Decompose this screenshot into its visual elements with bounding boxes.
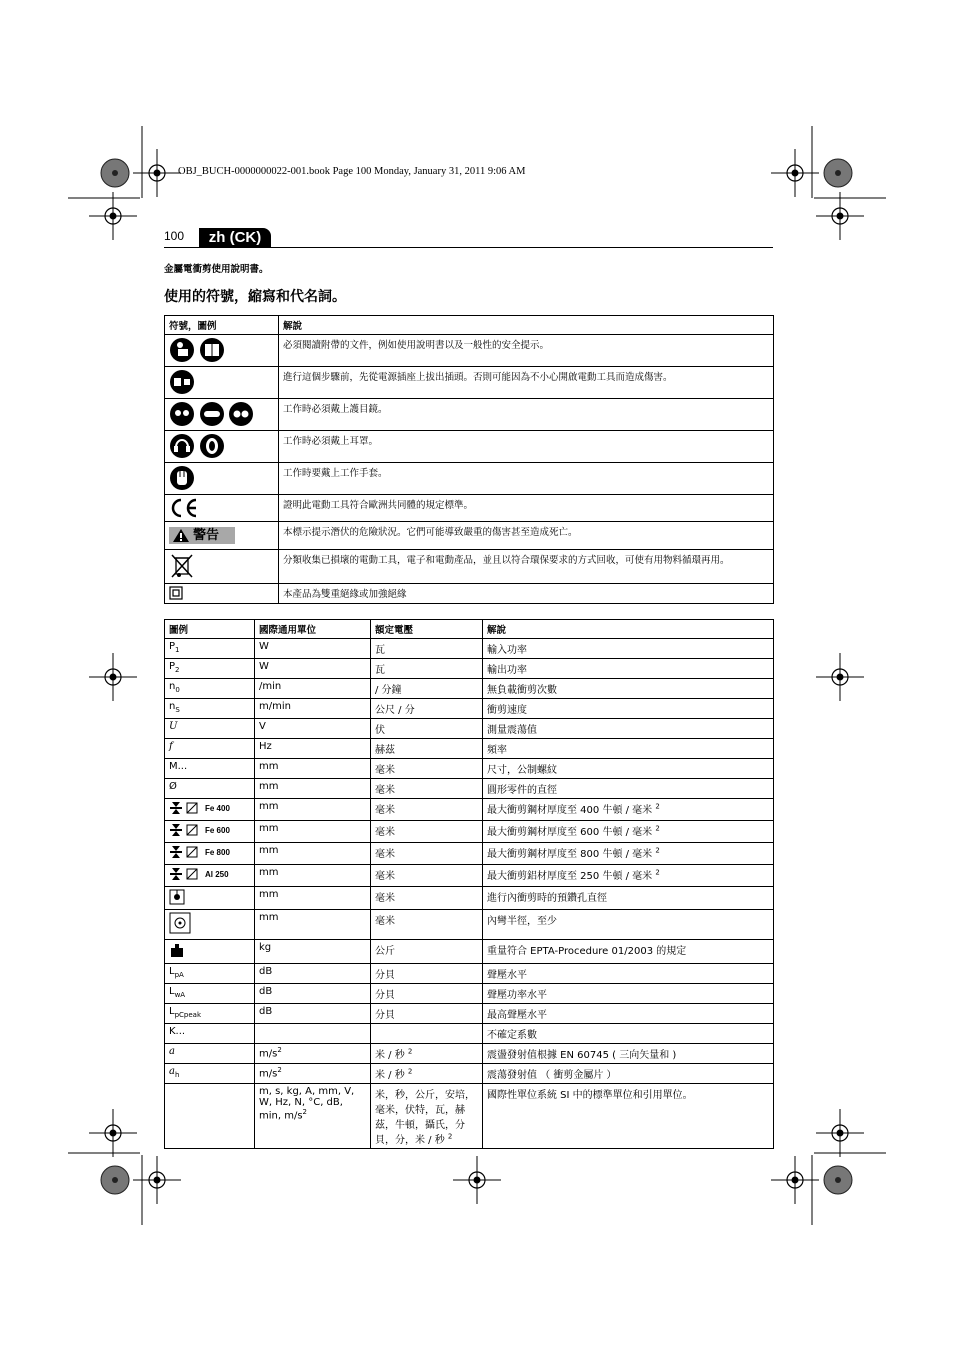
local-unit-text: 伏	[375, 725, 385, 736]
symbol-cell	[165, 1024, 255, 1044]
table-row	[165, 584, 774, 604]
local-unit-text: 毫米	[375, 916, 395, 927]
local-unit-cell	[371, 719, 483, 739]
unit-text: /min	[259, 681, 282, 692]
local-unit-text: 米，秒，公斤，安培，毫米，伏特，瓦，赫茲，牛頓，攝氏，分貝，分，米 / 秒	[375, 1090, 475, 1146]
description-cell	[483, 1004, 774, 1024]
unit-text: dB	[259, 966, 273, 977]
description-superscript: 2	[655, 824, 660, 833]
description-cell: 工作時要戴上工作手套。	[279, 463, 774, 495]
description-cell	[483, 719, 774, 739]
symbol-cell	[165, 335, 279, 367]
description-cell	[483, 821, 774, 843]
language-badge: zh (CK)	[199, 228, 271, 247]
description-text: 震盪發射值根據 EN 60745 ( 三向矢量和 )	[487, 1050, 677, 1061]
table-row	[165, 799, 774, 821]
symbol-cell	[165, 821, 255, 843]
symbol-text: P	[169, 641, 176, 652]
unit-cell	[255, 1004, 371, 1024]
symbol-text: L	[169, 1006, 175, 1017]
table-row	[165, 495, 774, 522]
unit-text: m/s	[259, 1048, 278, 1060]
unit-superscript: 2	[277, 1046, 282, 1054]
description-cell: 國際性單位系統 SI 中的標準單位和引用單位。	[483, 1084, 774, 1149]
table-row	[165, 1064, 774, 1084]
local-unit-text: 毫米	[375, 765, 395, 776]
symbol-text: n	[169, 681, 176, 692]
local-unit-text: / 分鐘	[375, 685, 402, 696]
unit-text: kg	[259, 942, 272, 953]
local-unit-superscript: 2	[447, 1132, 453, 1141]
description-cell	[483, 679, 774, 699]
unplug-icon	[169, 369, 197, 395]
unit-cell	[255, 1024, 371, 1044]
description-cell	[483, 1064, 774, 1084]
local-unit-cell	[371, 779, 483, 799]
description-cell	[483, 699, 774, 719]
warning-label: 警告	[193, 528, 220, 543]
local-unit-cell	[371, 759, 483, 779]
symbol-cell	[165, 1044, 255, 1064]
description-text: 最大衝剪鋼材厚度至 600 牛頓 / 毫米	[487, 827, 653, 838]
unit-cell	[255, 984, 371, 1004]
symbol-subscript: pA	[174, 971, 184, 979]
description-cell	[483, 799, 774, 821]
local-unit-cell	[371, 910, 483, 940]
description-text: 聲壓功率水平	[487, 990, 547, 1001]
description-text: 尺寸，公制螺紋	[487, 765, 557, 776]
local-unit-text: 公斤	[375, 946, 395, 957]
description-superscript: 2	[655, 846, 660, 855]
table-row	[165, 843, 774, 865]
section-title: 使用的符號，縮寫和代名詞。	[164, 289, 346, 305]
local-unit-text: 米 / 秒	[375, 1070, 405, 1081]
symbol-cell	[165, 431, 279, 463]
unit-cell	[255, 887, 371, 910]
local-unit-text: 毫米	[375, 893, 395, 904]
symbol-cell	[165, 550, 279, 584]
unit-cell	[255, 821, 371, 843]
symbol-cell	[165, 779, 255, 799]
unit-cell	[255, 739, 371, 759]
unit-cell	[255, 699, 371, 719]
symbol-text: P	[169, 661, 176, 672]
symbol-text: L	[169, 966, 175, 977]
description-cell	[483, 1044, 774, 1064]
local-unit-cell	[371, 639, 483, 659]
symbol-subscript: 2	[175, 666, 180, 674]
symbol-text: L	[169, 986, 175, 997]
table-row	[165, 1044, 774, 1064]
local-unit-cell	[371, 1064, 483, 1084]
table-row	[165, 1084, 774, 1149]
document-subtitle: 金屬電衝剪使用說明書。	[164, 264, 269, 275]
local-unit-cell	[371, 1084, 483, 1149]
table-row	[165, 431, 774, 463]
table-row	[165, 659, 774, 679]
unit-text: m/min	[259, 701, 291, 712]
description-text: 輸出功率	[487, 665, 527, 676]
table-row	[165, 367, 774, 399]
unit-cell	[255, 940, 371, 964]
table-row	[165, 1004, 774, 1024]
description-text: 內彎半徑，至少	[487, 916, 557, 927]
description-cell: 必須閱讀附帶的文件，例如使用說明書以及一般性的安全提示。	[279, 335, 774, 367]
description-cell	[483, 759, 774, 779]
description-cell	[483, 865, 774, 887]
table-row	[165, 759, 774, 779]
symbol-text: a	[169, 1066, 175, 1077]
units-table	[164, 619, 774, 1149]
local-unit-text: 瓦	[375, 665, 385, 676]
symbol-text: M...	[169, 761, 188, 772]
description-cell	[483, 984, 774, 1004]
table-row	[165, 821, 774, 843]
unit-text: dB	[259, 986, 273, 997]
table-row	[165, 865, 774, 887]
symbol-cell	[165, 1064, 255, 1084]
unit-text: mm	[259, 845, 279, 856]
table-row	[165, 964, 774, 984]
local-unit-cell	[371, 843, 483, 865]
table-row	[165, 699, 774, 719]
symbol-cell	[165, 940, 255, 964]
description-cell	[483, 843, 774, 865]
description-superscript: 2	[655, 802, 660, 811]
table-row	[165, 550, 774, 584]
table-row	[165, 1024, 774, 1044]
table-row	[165, 463, 774, 495]
header-rule	[164, 247, 773, 248]
table-row	[165, 739, 774, 759]
safety-goggles-icon	[169, 401, 253, 427]
local-unit-cell	[371, 887, 483, 910]
description-text: 最大衝剪鋼材厚度至 800 牛頓 / 毫米	[487, 849, 653, 860]
unit-text: mm	[259, 823, 279, 834]
table-header-row	[165, 316, 774, 335]
symbol-cell	[165, 910, 255, 940]
file-header: OBJ_BUCH-0000000022-001.book Page 100 Monday, January 31, 2011 9:06 AM	[178, 166, 526, 177]
symbol-cell	[165, 399, 279, 431]
unit-cell	[255, 799, 371, 821]
symbol-cell	[165, 679, 255, 699]
description-cell	[483, 659, 774, 679]
local-unit-text: 瓦	[375, 645, 385, 656]
table-header: 圖例	[165, 620, 255, 639]
symbol-cell	[165, 699, 255, 719]
symbol-cell	[165, 1084, 255, 1149]
description-text: 圓形零件的直徑	[487, 785, 557, 796]
material-grade: Fe 400	[205, 804, 230, 813]
unit-cell	[255, 759, 371, 779]
description-text: 頻率	[487, 745, 507, 756]
page-number: 100	[164, 229, 185, 243]
symbol-cell	[165, 799, 255, 821]
description-cell	[483, 639, 774, 659]
table-row	[165, 779, 774, 799]
description-text: 最大衝剪鋼材厚度至 400 牛頓 / 毫米	[487, 805, 653, 816]
unit-cell	[255, 779, 371, 799]
double-insulation-icon	[169, 586, 183, 600]
description-cell	[483, 910, 774, 940]
material-grade: Fe 600	[205, 826, 230, 835]
symbol-cell	[165, 495, 279, 522]
symbol-text: U	[169, 721, 178, 732]
unit-cell	[255, 719, 371, 739]
description-text: 最高聲壓水平	[487, 1010, 547, 1021]
symbol-cell	[165, 759, 255, 779]
unit-text: dB	[259, 1006, 273, 1017]
local-unit-cell	[371, 940, 483, 964]
predrill-hole-icon	[169, 889, 185, 905]
table-row	[165, 984, 774, 1004]
symbol-cell	[165, 865, 255, 887]
read-manual-icon	[169, 337, 225, 363]
bend-radius-icon	[169, 912, 191, 934]
symbol-subscript: wA	[174, 991, 186, 999]
local-unit-text: 公尺 / 分	[375, 705, 415, 716]
local-unit-cell	[371, 679, 483, 699]
symbol-cell	[165, 367, 279, 399]
table-row	[165, 679, 774, 699]
local-unit-text: 分貝	[375, 990, 395, 1001]
description-text: 無負載衝剪次數	[487, 685, 557, 696]
local-unit-cell	[371, 984, 483, 1004]
local-unit-cell	[371, 964, 483, 984]
warning-icon	[172, 527, 190, 544]
symbol-text: f	[169, 741, 173, 752]
description-text: 測量震蕩值	[487, 725, 537, 736]
unit-text: mm	[259, 761, 279, 772]
local-unit-cell	[371, 1004, 483, 1024]
local-unit-text: 毫米	[375, 805, 395, 816]
table-header: 國際通用單位	[255, 620, 371, 639]
unit-superscript: 2	[302, 1108, 308, 1116]
weight-icon	[169, 942, 185, 958]
description-cell: 分類收集已損壞的電動工具，電子和電動產品，並且以符合環保要求的方式回收，可使有用物料循環再用。	[279, 550, 774, 584]
unit-cell	[255, 910, 371, 940]
symbol-cell	[165, 984, 255, 1004]
symbol-subscript: 0	[175, 686, 180, 694]
unit-cell	[255, 865, 371, 887]
local-unit-text: 分貝	[375, 1010, 395, 1021]
table-row	[165, 940, 774, 964]
table-header: 解說	[483, 620, 774, 639]
description-cell	[483, 887, 774, 910]
description-cell: 本標示提示潛伏的危險狀況。它們可能導致嚴重的傷害甚至造成死亡。	[279, 522, 774, 550]
description-cell: 進行這個步驟前，先從電源插座上拔出插頭。否則可能因為不小心開啟電動工具而造成傷害。	[279, 367, 774, 399]
unit-cell	[255, 679, 371, 699]
table-row	[165, 639, 774, 659]
description-text: 不確定系數	[487, 1030, 537, 1041]
description-text: 輸入功率	[487, 645, 527, 656]
symbol-cell	[165, 887, 255, 910]
local-unit-cell	[371, 699, 483, 719]
ear-protection-icon	[169, 433, 225, 459]
description-cell: 證明此電動工具符合歐洲共同體的規定標準。	[279, 495, 774, 522]
symbol-cell	[165, 739, 255, 759]
symbol-text: n	[169, 701, 176, 712]
unit-superscript: 2	[277, 1066, 282, 1074]
description-cell	[483, 940, 774, 964]
description-text: 進行內衝剪時的預鑽孔直徑	[487, 893, 607, 904]
unit-text: mm	[259, 889, 279, 900]
symbol-subscript: h	[174, 1071, 180, 1079]
description-cell	[483, 1024, 774, 1044]
warning-badge	[169, 527, 235, 544]
description-cell: 工作時必須戴上耳罩。	[279, 431, 774, 463]
unit-cell	[255, 843, 371, 865]
description-text: 最大衝剪鋁材厚度至 250 牛頓 / 毫米	[487, 871, 653, 882]
table-row	[165, 522, 774, 550]
shear-thickness-icon	[169, 823, 203, 837]
unit-text: W	[259, 641, 269, 652]
shear-thickness-icon	[169, 845, 203, 859]
symbol-subscript: S	[175, 706, 180, 714]
unit-text: mm	[259, 781, 279, 792]
table-header-row	[165, 620, 774, 639]
table-row	[165, 887, 774, 910]
symbol-cell	[165, 639, 255, 659]
shear-thickness-icon	[169, 801, 203, 815]
symbol-cell	[165, 584, 279, 604]
description-cell	[483, 779, 774, 799]
local-unit-text: 毫米	[375, 785, 395, 796]
shear-thickness-icon	[169, 867, 203, 881]
symbol-cell	[165, 1004, 255, 1024]
local-unit-text: 赫茲	[375, 745, 395, 756]
symbol-cell	[165, 843, 255, 865]
symbol-cell	[165, 964, 255, 984]
table-header: 額定電壓	[371, 620, 483, 639]
local-unit-cell	[371, 739, 483, 759]
symbol-text: Ø	[169, 781, 177, 792]
description-text: 衝剪速度	[487, 705, 527, 716]
recycle-bin-icon	[169, 552, 195, 580]
symbol-cell	[165, 719, 255, 739]
description-text: 聲壓水平	[487, 970, 527, 981]
local-unit-cell	[371, 821, 483, 843]
description-text: 重量符合 EPTA-Procedure 01/2003 的規定	[487, 946, 687, 957]
symbol-subscript: pCpeak	[174, 1011, 202, 1019]
material-grade: Fe 800	[205, 848, 230, 857]
unit-text: mm	[259, 912, 279, 923]
local-unit-cell	[371, 659, 483, 679]
local-unit-text: 分貝	[375, 970, 395, 981]
symbol-table	[164, 315, 774, 604]
unit-text: Hz	[259, 741, 272, 752]
unit-cell	[255, 964, 371, 984]
table-row	[165, 719, 774, 739]
local-unit-text: 毫米	[375, 871, 395, 882]
table-row	[165, 910, 774, 940]
unit-cell	[255, 1084, 371, 1149]
local-unit-cell	[371, 1044, 483, 1064]
unit-text: mm	[259, 867, 279, 878]
unit-cell	[255, 639, 371, 659]
description-cell: 工作時必須戴上護目鏡。	[279, 399, 774, 431]
unit-text: m, s, kg, A, mm, V, W, Hz, N, °C, dB, min, m/s	[259, 1086, 355, 1122]
symbol-cell	[165, 463, 279, 495]
description-cell: 本產品為雙重絕緣或加強絕緣	[279, 584, 774, 604]
material-grade: Al 250	[205, 870, 229, 879]
local-unit-cell	[371, 799, 483, 821]
symbol-text: a	[169, 1046, 175, 1057]
units-body	[165, 639, 774, 1084]
unit-cell	[255, 1064, 371, 1084]
ce-mark-icon	[169, 497, 199, 519]
unit-cell	[255, 659, 371, 679]
local-unit-text: 米 / 秒	[375, 1050, 405, 1061]
symbol-subscript: 1	[175, 646, 180, 654]
local-unit-text: 毫米	[375, 849, 395, 860]
table-header: 符號，圖例	[165, 316, 279, 335]
local-unit-text: 毫米	[375, 827, 395, 838]
table-row	[165, 335, 774, 367]
symbol-text: K...	[169, 1026, 186, 1037]
unit-text: m/s	[259, 1068, 278, 1080]
unit-text: W	[259, 661, 269, 672]
symbol-cell	[165, 659, 255, 679]
local-unit-superscript: 2	[407, 1067, 413, 1076]
description-superscript: 2	[655, 868, 660, 877]
local-unit-cell	[371, 1024, 483, 1044]
description-text: 震蕩發射值 （ 衝剪金屬片 ）	[487, 1070, 617, 1081]
unit-text: mm	[259, 801, 279, 812]
gloves-icon	[169, 465, 197, 491]
local-unit-cell	[371, 865, 483, 887]
unit-text: V	[259, 721, 266, 732]
unit-cell	[255, 1044, 371, 1064]
table-header: 解說	[279, 316, 774, 335]
local-unit-superscript: 2	[407, 1047, 413, 1056]
description-cell	[483, 964, 774, 984]
description-cell	[483, 739, 774, 759]
symbol-cell	[165, 522, 279, 550]
table-row	[165, 399, 774, 431]
